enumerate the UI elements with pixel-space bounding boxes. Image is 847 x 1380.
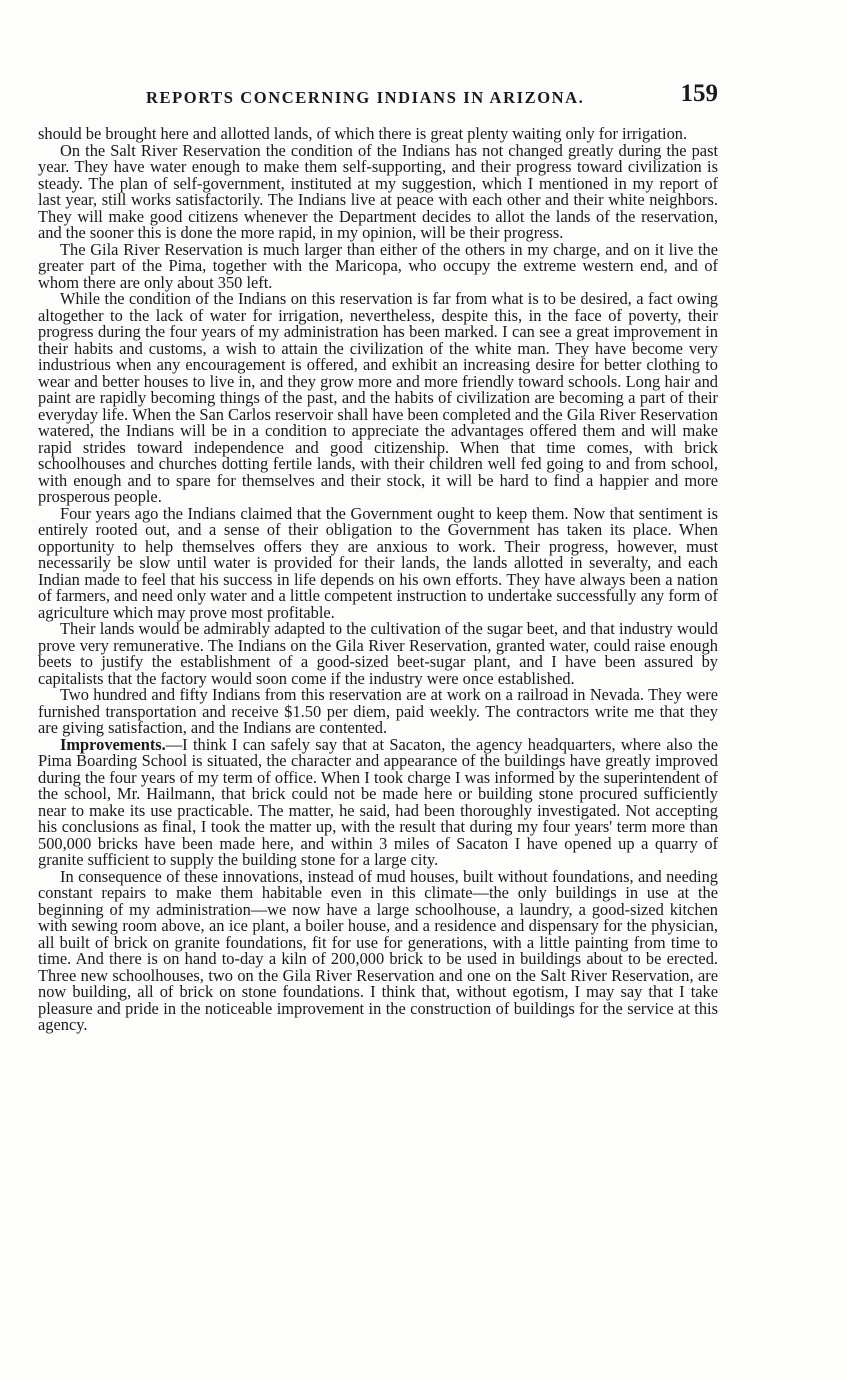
running-head: REPORTS CONCERNING INDIANS IN ARIZONA. xyxy=(146,88,585,107)
paragraph xyxy=(38,734,718,869)
body-text xyxy=(38,126,718,1034)
paragraph xyxy=(38,866,718,1034)
section-heading: Improvements. xyxy=(60,734,166,754)
paragraph-text: On the Salt River Reservation the condition of the Indians has not changed greatly during the past year. They have water enough to make them self-supporting, and their progress toward civilization is steady. The plan of self-government, instituted at my suggestion, which I mentioned in my report of last year, still works satisfactorily. The Indians live at peace with each other and their white neighbors. They will make good citizens whenever the Department decides to allot the lands of the reservation, and the sooner this is done the more rapid, in my opinion, will be their progress. xyxy=(38,140,718,242)
page-header xyxy=(38,80,718,112)
paragraph xyxy=(38,239,718,292)
page-number: 159 xyxy=(680,80,718,107)
paragraph-text: —I think I can safely say that at Sacaton, the agency headquarters, where also the Pima Boarding School is situated, the character and appearance of the buildings have greatly improved during the four years of my term of office. When I took charge I was informed by the superintendent of the school, Mr. Hailmann, that brick could not be made here or building stone procured sufficiently near to make its use practicable. The matter, he said, had been thoroughly investigated. Not accepting his conclusions as final, I took the matter up, with the result that during my four years' term more than 500,000 bricks have been made here, and within 3 miles of Sacaton I have opened up a quarry of granite sufficient to supply the building stone for a large city. xyxy=(38,734,718,869)
paragraph-text: Two hundred and fifty Indians from this reservation are at work on a railroad in Nevada. They were furnished transportation and receive $1.50 per diem, paid weekly. The contractors write me that they are giving satisfaction, and the Indians are contented. xyxy=(38,685,718,737)
paragraph xyxy=(38,503,718,622)
paragraph-text: Four years ago the Indians claimed that the Government ought to keep them. Now that sentiment is entirely rooted out, and a sense of their obligation to the Government has taken its place. When opportunity to help themselves offers they are anxious to work. Their progress, however, must necessarily be slow until water is provided for their lands, the lands allotted in severalty, and each Indian made to feel that his success in life depends on his own efforts. They have always been a nation of farmers, and need only water and a little competent instruction to undertake successfully any form of agriculture which may prove most profitable. xyxy=(38,503,718,622)
paragraph-text: While the condition of the Indians on this reservation is far from what is to be desired, a fact owing altogether to the lack of water for irrigation, nevertheless, despite this, in the face of poverty, their progress during the four years of my administration has been marked. I can see a great improvement in their habits and customs, a wish to attain the civilization of the white man. They have become very industrious when any encouragement is offered, and exhibit an increasing desire for better clothing to wear and better houses to live in, and they grow more and more friendly toward schools. Long hair and paint are rapidly becoming things of the past, and the habits of civilization are becoming a part of their everyday life. When the San Carlos reservoir shall have been completed and the Gila River Reservation watered, the Indians will be in a condition to appreciate the advantages offered them and will make rapid strides toward independence and good citizenship. When that time comes, with brick schoolhouses and churches dotting fertile lands, with their children well fed going to and from school, with enough and to spare for themselves and their stock, it will be hard to find a happier and more prosperous people. xyxy=(38,289,718,506)
paragraph-text: Their lands would be admirably adapted to the cultivation of the sugar beet, and that industry would prove very remunerative. The Indians on the Gila River Reservation, granted water, could raise enough beets to justify the establishment of a good-sized beet-sugar plant, and I have been assured by capitalists that the factory would soon come if the industry were once established. xyxy=(38,619,718,688)
paragraph-text: The Gila River Reservation is much larger than either of the others in my charge, and on it live the greater part of the Pima, together with the Maricopa, who occupy the extreme western end, and of whom there are only about 350 left. xyxy=(38,239,718,292)
paragraph-text: In consequence of these innovations, instead of mud houses, built without foundations, and needing constant repairs to make them habitable even in this climate—the only buildings in use at the beginning of my administration—we now have a large schoolhouse, a laundry, a good-sized kitchen with sewing room above, an ice plant, a boiler house, and a residence and dispensary for the physician, all built of brick on granite foundations, fit for use for generations, with a little painting from time to time. And there is on hand to-day a kiln of 200,000 brick to be used in buildings about to be erected. Three new schoolhouses, two on the Gila River Reservation and one on the Salt River Reservation, are now building, all of brick on stone foundations. I think that, without egotism, I may say that I take pleasure and pride in the noticeable improvement in the construction of buildings for the service at this agency. xyxy=(38,866,718,1034)
paragraph-text: should be brought here and allotted lands, of which there is great plenty waiting only for irrigation. xyxy=(38,124,688,143)
paragraph xyxy=(38,291,718,506)
paragraph xyxy=(38,687,718,737)
paragraph xyxy=(38,140,718,242)
paragraph xyxy=(38,621,718,687)
